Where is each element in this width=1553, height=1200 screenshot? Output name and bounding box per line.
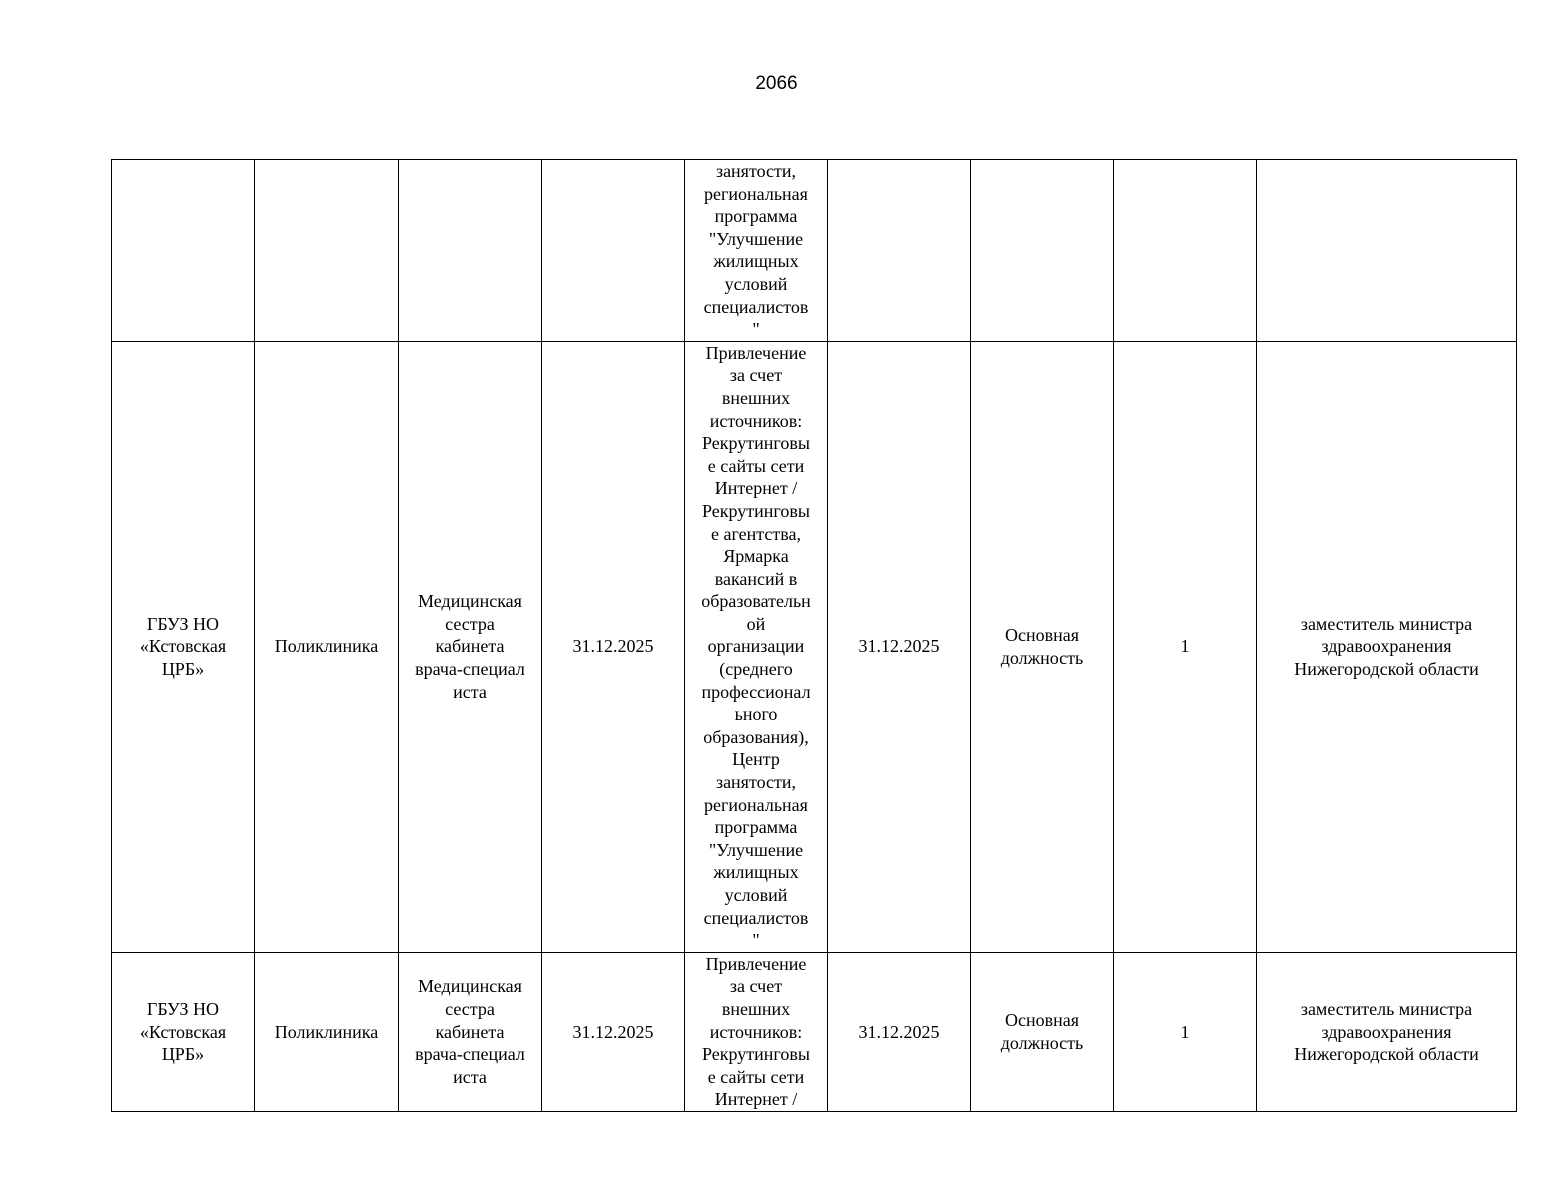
date-cell: 31.12.2025 <box>828 341 971 952</box>
source-cell: Привлечение за счет внешних источников: Рекрутинговы е сайты сети Интернет / Рекрутинговы е агентства, Ярмарка вакансий в образовательн ой организации (среднего профессионал ьного образования), Центр занятости, региональная программа "Улучшение жилищных условий специалистов " <box>685 341 828 952</box>
position-type-cell <box>971 160 1114 342</box>
organization-cell: ГБУЗ НО «Кстовская ЦРБ» <box>112 952 255 1111</box>
department-cell: Поликлиника <box>255 341 399 952</box>
table-row <box>112 341 1517 952</box>
date-cell: 31.12.2025 <box>828 952 971 1111</box>
count-cell: 1 <box>1114 952 1257 1111</box>
date-cell <box>542 160 685 342</box>
table-row <box>112 952 1517 1111</box>
department-cell <box>255 160 399 342</box>
department-cell: Поликлиника <box>255 952 399 1111</box>
responsible-cell: заместитель министра здравоохранения Нижегородской области <box>1257 952 1517 1111</box>
organization-cell: ГБУЗ НО «Кстовская ЦРБ» <box>112 341 255 952</box>
position-cell <box>399 160 542 342</box>
responsible-cell <box>1257 160 1517 342</box>
source-cell: Привлечение за счет внешних источников: Рекрутинговы е сайты сети Интернет / <box>685 952 828 1111</box>
position-cell: Медицинская сестра кабинета врача-специал иста <box>399 952 542 1111</box>
vacancy-table <box>111 159 1517 1112</box>
count-cell: 1 <box>1114 341 1257 952</box>
date-cell: 31.12.2025 <box>542 952 685 1111</box>
organization-cell <box>112 160 255 342</box>
page-number: 2066 <box>755 73 798 94</box>
position-type-cell: Основная должность <box>971 341 1114 952</box>
position-type-cell: Основная должность <box>971 952 1114 1111</box>
date-cell: 31.12.2025 <box>542 341 685 952</box>
position-cell: Медицинская сестра кабинета врача-специал иста <box>399 341 542 952</box>
count-cell <box>1114 160 1257 342</box>
table-row <box>112 160 1517 342</box>
date-cell <box>828 160 971 342</box>
responsible-cell: заместитель министра здравоохранения Нижегородской области <box>1257 341 1517 952</box>
source-cell: занятости, региональная программа "Улучшение жилищных условий специалистов " <box>685 160 828 342</box>
